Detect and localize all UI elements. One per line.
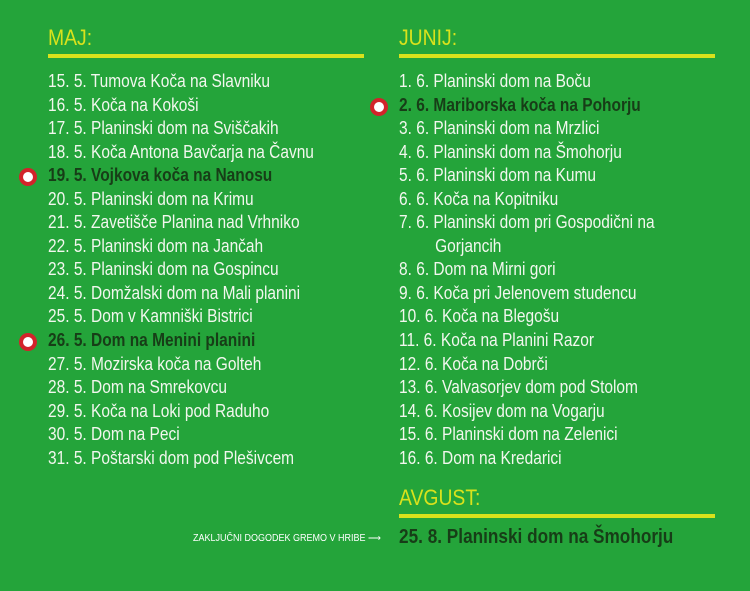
list-item-text: 15. 5. Tumova Koča na Slavniku: [48, 71, 271, 91]
list-item: [48, 423, 364, 447]
list-item-text: 17. 5. Planinski dom na Sviščakih: [48, 118, 279, 139]
list-item: [399, 141, 715, 165]
marker-icon: [19, 333, 37, 351]
list-item: [399, 376, 715, 400]
list-item-text: 25. 5. Dom v Kamniški Bistrici: [48, 306, 253, 327]
list-item-text: 7. 6. Planinski dom pri Gospodični na: [399, 212, 655, 233]
list-item-text: 4. 6. Planinski dom na Šmohorju: [399, 141, 622, 162]
list-item: [48, 258, 364, 282]
list-item: [48, 353, 364, 377]
list-item-text: 14. 6. Kosijev dom na Vogarju: [399, 400, 605, 421]
august-divider: [399, 514, 715, 518]
list-item: [399, 235, 715, 259]
list-item-text: 27. 5. Mozirska koča na Golteh: [48, 353, 262, 374]
list-item-text: 18. 5. Koča Antona Bavčarja na Čavnu: [48, 141, 314, 162]
list-item: [48, 188, 364, 212]
list-item: [48, 211, 364, 235]
june-divider: [399, 54, 715, 58]
list-item-text: 10. 6. Koča na Blegošu: [399, 306, 560, 327]
list-item: [48, 305, 364, 329]
list-item: [48, 141, 364, 165]
list-item-text: 6. 6. Koča na Kopitniku: [399, 188, 559, 209]
list-item: [399, 400, 715, 424]
may-list: [48, 70, 364, 470]
june-heading: JUNIJ:: [399, 25, 458, 50]
list-item: [48, 164, 364, 188]
list-item: [399, 211, 715, 235]
list-item: [399, 258, 715, 282]
list-item-text: 22. 5. Planinski dom na Jančah: [48, 235, 264, 256]
list-item: [48, 329, 364, 353]
list-item-text: 29. 5. Koča na Loki pod Raduho: [48, 400, 270, 421]
list-item-text: 3. 6. Planinski dom na Mrzlici: [399, 118, 600, 139]
list-item: [399, 447, 715, 471]
list-item-text: 30. 5. Dom na Peci: [48, 424, 180, 445]
marker-icon: [370, 98, 388, 116]
list-item-text: 26. 5. Dom na Menini planini: [48, 330, 256, 351]
list-item-text: 20. 5. Planinski dom na Krimu: [48, 188, 254, 209]
august-heading: AVGUST:: [399, 485, 481, 510]
list-item-text: 8. 6. Dom na Mirni gori: [399, 259, 556, 280]
list-item-text: 11. 6. Koča na Planini Razor: [399, 330, 595, 351]
list-item: [399, 94, 715, 118]
list-item: [48, 376, 364, 400]
june-column: [399, 24, 715, 470]
list-item: [399, 282, 715, 306]
list-item-text: 13. 6. Valvasorjev dom pod Stolom: [399, 377, 638, 398]
list-item: [399, 305, 715, 329]
list-item: [48, 235, 364, 259]
list-item-text: 23. 5. Planinski dom na Gospincu: [48, 259, 279, 280]
list-item: [399, 353, 715, 377]
list-item: [399, 70, 715, 94]
list-item-text: Gorjancih: [435, 235, 502, 256]
list-item-text: 19. 5. Vojkova koča na Nanosu: [48, 165, 273, 186]
list-item: [48, 94, 364, 118]
marker-icon: [19, 168, 37, 186]
list-item-text: 16. 6. Dom na Kredarici: [399, 447, 562, 468]
list-item-text: 31. 5. Poštarski dom pod Plešivcem: [48, 447, 295, 468]
list-item: [48, 282, 364, 306]
list-item: [399, 117, 715, 141]
list-item-text: 2. 6. Mariborska koča na Pohorju: [399, 94, 641, 115]
may-divider: [48, 54, 364, 58]
list-item-text: 5. 6. Planinski dom na Kumu: [399, 165, 597, 186]
list-item-text: 28. 5. Dom na Smrekovcu: [48, 377, 227, 398]
list-item: [399, 423, 715, 447]
list-item: [399, 188, 715, 212]
closing-event-note: ZAKLJUČNI DOGODEK GREMO V HRIBE ⟶: [193, 533, 381, 544]
list-item-text: 9. 6. Koča pri Jelenovem studencu: [399, 282, 637, 303]
list-item: [48, 117, 364, 141]
may-heading: MAJ:: [48, 25, 93, 50]
list-item: [399, 329, 715, 353]
list-item-text: 24. 5. Domžalski dom na Mali planini: [48, 282, 301, 303]
list-item: [48, 447, 364, 471]
list-item-text: 15. 6. Planinski dom na Zelenici: [399, 424, 618, 445]
closing-event: 25. 8. Planinski dom na Šmohorju: [399, 526, 674, 548]
list-item-text: 16. 5. Koča na Kokoši: [48, 94, 199, 115]
list-item-text: 1. 6. Planinski dom na Boču: [399, 71, 591, 91]
list-item: [48, 70, 364, 94]
august-column: [399, 484, 715, 530]
list-item-text: 12. 6. Koča na Dobrči: [399, 353, 548, 374]
list-item: [399, 164, 715, 188]
june-list: [399, 70, 715, 470]
list-item: [48, 400, 364, 424]
list-item-text: 21. 5. Zavetišče Planina nad Vrhniko: [48, 212, 300, 233]
may-column: [48, 24, 364, 470]
